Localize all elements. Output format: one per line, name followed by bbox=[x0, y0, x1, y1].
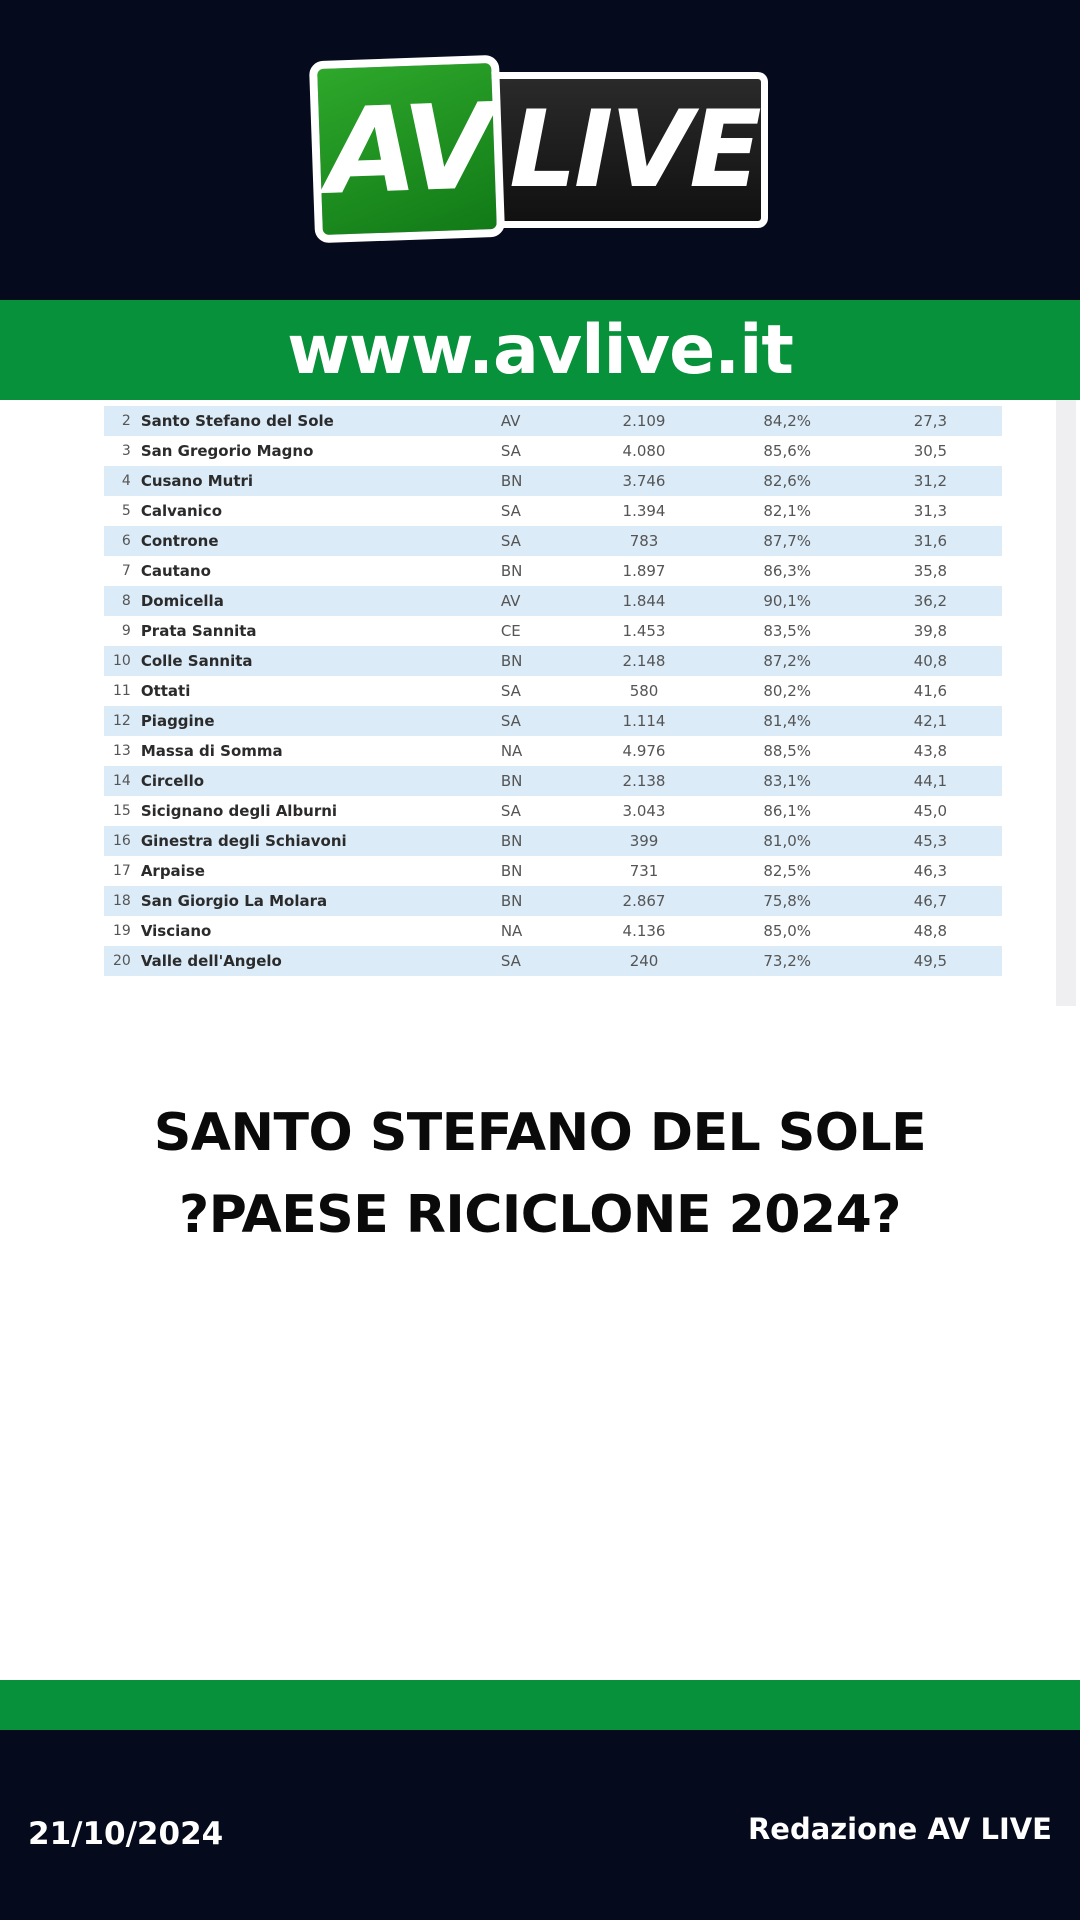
table-cell-percentage: 86,1% bbox=[763, 802, 812, 820]
site-url[interactable]: www.avlive.it bbox=[287, 310, 793, 390]
table-cell-population: 3.043 bbox=[622, 802, 666, 820]
table-row bbox=[104, 946, 1002, 976]
ranking-table-image bbox=[14, 400, 1062, 1006]
table-cell-percentage: 82,5% bbox=[763, 862, 812, 880]
table-cell-name: Circello bbox=[140, 772, 205, 790]
headline-line-2: ?PAESE RICICLONE 2024? bbox=[179, 1185, 901, 1245]
table-cell-population: 4.136 bbox=[622, 922, 666, 940]
table-cell-percentage: 83,1% bbox=[763, 772, 812, 790]
table-cell-name: Ottati bbox=[140, 682, 191, 700]
table-cell-name: Sicignano degli Alburni bbox=[140, 802, 338, 820]
table-cell-name: Arpaise bbox=[140, 862, 205, 880]
table-cell-value: 43,8 bbox=[913, 742, 948, 760]
table-cell-population: 2.148 bbox=[622, 652, 666, 670]
table-cell-province: SA bbox=[500, 532, 521, 550]
table-cell-name: Domicella bbox=[140, 592, 224, 610]
table-cell-percentage: 87,7% bbox=[763, 532, 812, 550]
table-cell-value: 31,2 bbox=[913, 472, 948, 490]
table-cell-value: 31,6 bbox=[913, 532, 948, 550]
table-cell-rank: 15 bbox=[112, 803, 131, 819]
table-cell-name: San Gregorio Magno bbox=[140, 442, 314, 460]
table-row bbox=[104, 586, 1002, 616]
table-cell-population: 240 bbox=[629, 952, 659, 970]
table-cell-population: 1.897 bbox=[622, 562, 666, 580]
table-cell-name: Controne bbox=[140, 532, 219, 550]
table-cell-rank: 2 bbox=[121, 413, 131, 429]
table-cell-name: Santo Stefano del Sole bbox=[140, 412, 334, 430]
table-row bbox=[104, 856, 1002, 886]
table-cell-value: 45,3 bbox=[913, 832, 948, 850]
table-cell-province: AV bbox=[500, 412, 521, 430]
table-cell-rank: 5 bbox=[121, 503, 131, 519]
table-cell-rank: 4 bbox=[121, 473, 131, 489]
table-row bbox=[104, 736, 1002, 766]
table-cell-population: 4.976 bbox=[622, 742, 666, 760]
table-cell-province: NA bbox=[500, 742, 523, 760]
headline bbox=[0, 1092, 1080, 1256]
table-row bbox=[104, 796, 1002, 826]
table-cell-percentage: 80,2% bbox=[763, 682, 812, 700]
table-cell-rank: 6 bbox=[121, 533, 131, 549]
table-cell-value: 42,1 bbox=[913, 712, 948, 730]
table-cell-percentage: 82,1% bbox=[763, 502, 812, 520]
table-cell-province: SA bbox=[500, 712, 521, 730]
url-banner bbox=[0, 300, 1080, 400]
table-cell-rank: 16 bbox=[112, 833, 131, 849]
author-label: Redazione AV LIVE bbox=[747, 1812, 1052, 1846]
table-cell-population: 1.453 bbox=[622, 622, 666, 640]
table-cell-name: Calvanico bbox=[140, 502, 223, 520]
table-cell-value: 39,8 bbox=[913, 622, 948, 640]
table-row bbox=[104, 676, 1002, 706]
publish-date: 21/10/2024 bbox=[28, 1816, 224, 1852]
table-cell-population: 731 bbox=[629, 862, 659, 880]
table-cell-population: 2.109 bbox=[622, 412, 666, 430]
logo-live-box bbox=[482, 72, 768, 228]
table-cell-value: 41,6 bbox=[913, 682, 948, 700]
table-cell-percentage: 73,2% bbox=[763, 952, 812, 970]
table-cell-province: SA bbox=[500, 952, 521, 970]
table-cell-value: 36,2 bbox=[913, 592, 948, 610]
table-cell-province: BN bbox=[500, 652, 523, 670]
table-cell-name: Ginestra degli Schiavoni bbox=[140, 832, 347, 850]
footer-green-stripe bbox=[0, 1680, 1080, 1730]
table-cell-name: Cautano bbox=[140, 562, 211, 580]
ranking-table bbox=[104, 406, 1002, 976]
table-cell-province: SA bbox=[500, 442, 521, 460]
table-cell-value: 46,7 bbox=[913, 892, 948, 910]
table-cell-percentage: 83,5% bbox=[763, 622, 812, 640]
table-cell-value: 35,8 bbox=[913, 562, 948, 580]
table-cell-province: BN bbox=[500, 472, 523, 490]
table-cell-percentage: 81,4% bbox=[763, 712, 812, 730]
table-row bbox=[104, 466, 1002, 496]
table-cell-province: CE bbox=[500, 622, 521, 640]
table-row bbox=[104, 406, 1002, 436]
table-cell-value: 46,3 bbox=[913, 862, 948, 880]
table-cell-value: 30,5 bbox=[913, 442, 948, 460]
table-cell-name: San Giorgio La Molara bbox=[140, 892, 328, 910]
table-cell-name: Massa di Somma bbox=[140, 742, 283, 760]
table-row bbox=[104, 646, 1002, 676]
table-cell-value: 48,8 bbox=[913, 922, 948, 940]
table-row bbox=[104, 826, 1002, 856]
table-row bbox=[104, 886, 1002, 916]
table-cell-population: 783 bbox=[629, 532, 659, 550]
table-cell-value: 40,8 bbox=[913, 652, 948, 670]
table-cell-name: Prata Sannita bbox=[140, 622, 257, 640]
table-cell-percentage: 81,0% bbox=[763, 832, 812, 850]
table-cell-rank: 19 bbox=[112, 923, 131, 939]
table-cell-population: 3.746 bbox=[622, 472, 666, 490]
table-cell-province: NA bbox=[500, 922, 523, 940]
table-row bbox=[104, 556, 1002, 586]
logo-av-text: AV bbox=[323, 77, 491, 221]
table-cell-rank: 17 bbox=[112, 863, 131, 879]
table-cell-province: BN bbox=[500, 862, 523, 880]
table-cell-rank: 12 bbox=[112, 713, 131, 729]
table-cell-rank: 7 bbox=[121, 563, 131, 579]
table-cell-name: Colle Sannita bbox=[140, 652, 253, 670]
footer bbox=[0, 1730, 1080, 1920]
table-cell-value: 44,1 bbox=[913, 772, 948, 790]
table-cell-percentage: 88,5% bbox=[763, 742, 812, 760]
table-cell-percentage: 87,2% bbox=[763, 652, 812, 670]
table-cell-name: Visciano bbox=[140, 922, 212, 940]
table-cell-province: SA bbox=[500, 502, 521, 520]
table-cell-population: 2.138 bbox=[622, 772, 666, 790]
table-cell-population: 2.867 bbox=[622, 892, 666, 910]
table-cell-rank: 8 bbox=[121, 593, 131, 609]
logo-av-box bbox=[309, 55, 505, 244]
table-cell-rank: 3 bbox=[121, 443, 131, 459]
table-row bbox=[104, 706, 1002, 736]
header bbox=[0, 0, 1080, 300]
table-cell-value: 49,5 bbox=[913, 952, 948, 970]
table-cell-population: 4.080 bbox=[622, 442, 666, 460]
table-cell-name: Cusano Mutri bbox=[140, 472, 254, 490]
table-cell-rank: 9 bbox=[121, 623, 131, 639]
table-cell-province: BN bbox=[500, 892, 523, 910]
table-cell-rank: 10 bbox=[112, 653, 131, 669]
table-row bbox=[104, 496, 1002, 526]
table-cell-population: 1.844 bbox=[622, 592, 666, 610]
table-cell-rank: 14 bbox=[112, 773, 131, 789]
table-row bbox=[104, 616, 1002, 646]
table-cell-population: 1.394 bbox=[622, 502, 666, 520]
avlive-logo[interactable] bbox=[312, 58, 768, 240]
table-cell-name: Valle dell'Angelo bbox=[140, 952, 282, 970]
table-cell-percentage: 90,1% bbox=[763, 592, 812, 610]
table-cell-province: SA bbox=[500, 802, 521, 820]
table-row bbox=[104, 916, 1002, 946]
table-cell-province: SA bbox=[500, 682, 521, 700]
table-cell-value: 27,3 bbox=[913, 412, 948, 430]
logo-live-text: LIVE bbox=[509, 88, 759, 211]
table-cell-percentage: 85,6% bbox=[763, 442, 812, 460]
table-cell-province: BN bbox=[500, 832, 523, 850]
table-cell-value: 31,3 bbox=[913, 502, 948, 520]
table-cell-province: BN bbox=[500, 772, 523, 790]
table-cell-population: 580 bbox=[629, 682, 659, 700]
table-cell-percentage: 82,6% bbox=[763, 472, 812, 490]
table-cell-name: Piaggine bbox=[140, 712, 215, 730]
table-cell-rank: 11 bbox=[112, 683, 131, 699]
table-cell-rank: 18 bbox=[112, 893, 131, 909]
table-cell-percentage: 75,8% bbox=[763, 892, 812, 910]
table-row bbox=[104, 526, 1002, 556]
table-cell-province: BN bbox=[500, 562, 523, 580]
table-cell-population: 399 bbox=[629, 832, 659, 850]
table-row bbox=[104, 766, 1002, 796]
table-cell-percentage: 84,2% bbox=[763, 412, 812, 430]
table-cell-province: AV bbox=[500, 592, 521, 610]
table-cell-percentage: 86,3% bbox=[763, 562, 812, 580]
table-cell-value: 45,0 bbox=[913, 802, 948, 820]
table-cell-population: 1.114 bbox=[622, 712, 666, 730]
content-area bbox=[0, 400, 1080, 1680]
table-row bbox=[104, 436, 1002, 466]
table-cell-rank: 20 bbox=[112, 953, 131, 969]
headline-line-1: SANTO STEFANO DEL SOLE bbox=[153, 1103, 927, 1163]
table-cell-rank: 13 bbox=[112, 743, 131, 759]
table-cell-percentage: 85,0% bbox=[763, 922, 812, 940]
